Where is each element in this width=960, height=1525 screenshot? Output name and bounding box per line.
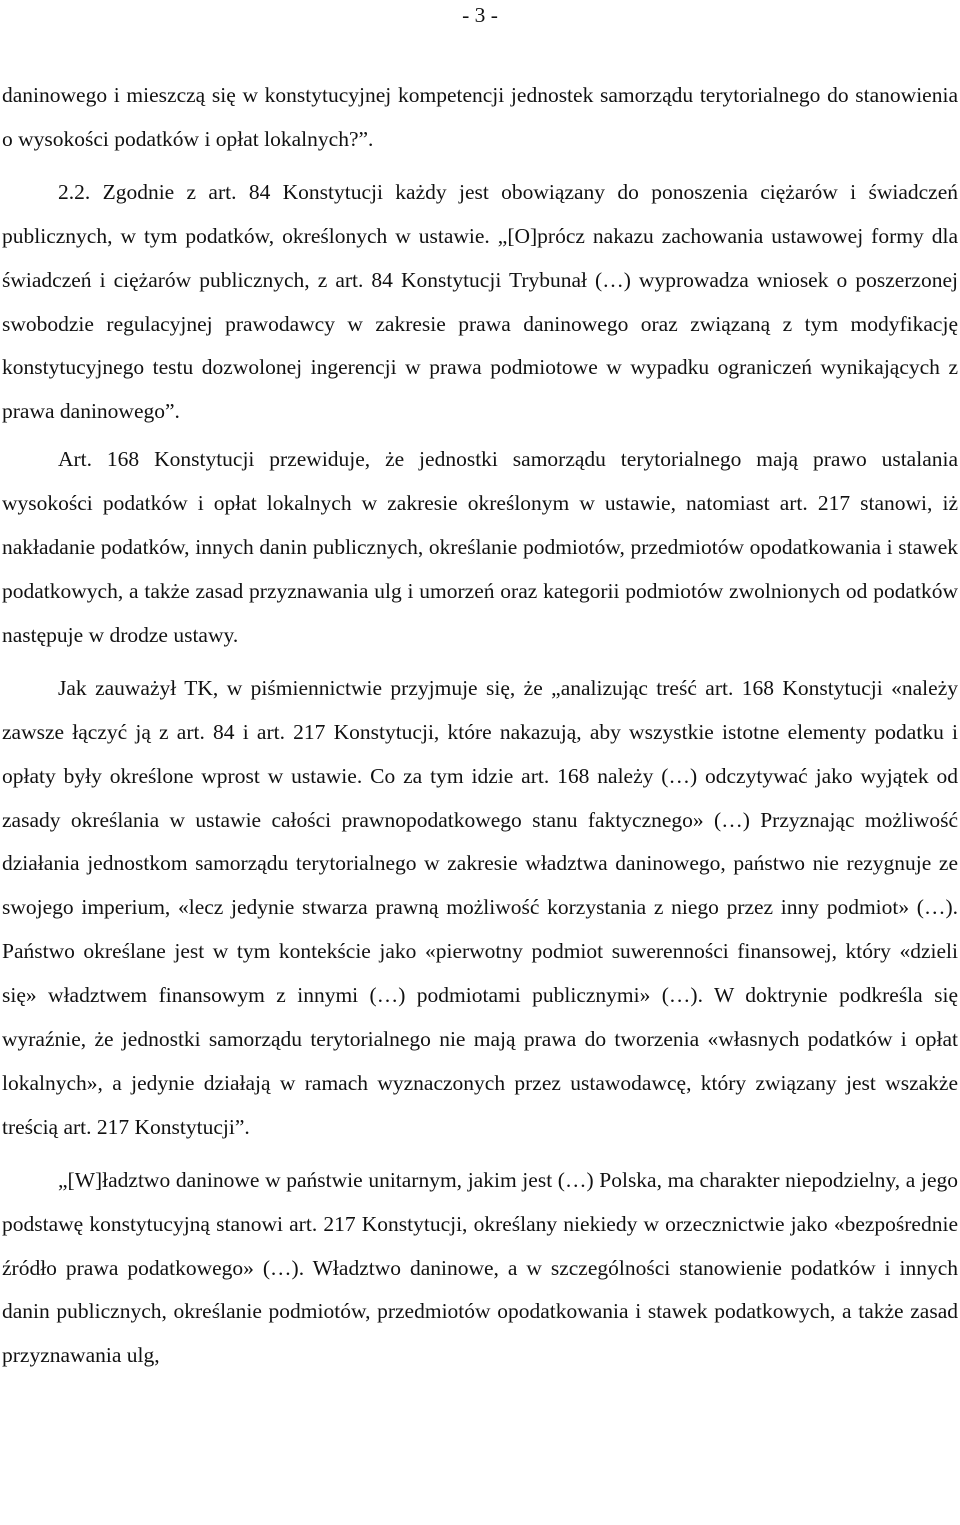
page-number: - 3 - — [462, 3, 498, 27]
paragraph-continuation: daninowego i mieszczą się w konstytucyjnej kompetencji jednostek samorządu terytorialnego do stanowienia o wysokości podatków i opłat lokalnych?”. — [2, 83, 958, 151]
paragraph-tk-doctrine: Jak zauważył TK, w piśmiennictwie przyjmuje się, że „analizując treść art. 168 Konstytucji «należy zawsze łączyć ją z art. 84 i art. 217 Konstytucji, które nakazują, aby wszystkie istotne elementy podatku i opłaty były określone wprost w ustawie. Co za tym idzie art. 168 należy (…) odczytywać jako wyjątek od zasady określania w ustawie całości prawnopodatkowego stanu faktycznego» (…) Przyznając możliwość działania jednostkom samorządu terytorialnego w zakresie władztwa daninowego, państwo nie rezygnuje ze swojego imperium, «lecz jedynie stwarza prawną możliwość korzystania z niego przez inny podmiot» (…). Państwo określane jest w tym kontekście jako «pierwotny podmiot suwerenności finansowej, który «dzieli się» władztwem finansowym z innymi (…) podmiotami publicznymi» (…). W doktrynie podkreśla się wyraźnie, że jednostki samorządu terytorialnego nie mają prawa do tworzenia «własnych podatków i opłat lokalnych», a jedynie działają w ramach wyznaczonych przez ustawodawcę, który związany jest wszakże treścią art. 217 Konstytucji”. — [2, 675, 958, 1139]
paragraph-section-2-2: 2.2. Zgodnie z art. 84 Konstytucji każdy jest obowiązany do ponoszenia ciężarów i świadczeń publicznych, w tym podatków, określonych w ustawie. „[O]prócz nakazu zachowania ustawowej formy dla świadczeń i ciężarów publicznych, z art. 84 Konstytucji Trybunał (…) wyprowadza wniosek o poszerzonej swobodzie regulacyjnej prawodawcy w zakresie prawa daninowego oraz związaną z tym modyfikację konstytucyjnego testu dozwolonej ingerencji w prawa podmiotowe w wypadku ograniczeń wynikających z prawa daninowego”. — [2, 179, 958, 424]
paragraph-art-168: Art. 168 Konstytucji przewiduje, że jednostki samorządu terytorialnego mają prawo ustalania wysokości podatków i opłat lokalnych w zakresie określonym w ustawie, natomiast art. 217 stanowi, iż nakładanie podatków, innych danin publicznych, określanie podmiotów, przedmiotów opodatkowania i stawek podatkowych, a także zasad przyznawania ulg i umorzeń oraz kategorii podmiotów zwolnionych od podatków następuje w drodze ustawy. — [2, 447, 958, 647]
paragraph-unitary-state: „[W]ładztwo daninowe w państwie unitarnym, jakim jest (…) Polska, ma charakter niepodzielny, a jego podstawę konstytucyjną stanowi art. 217 Konstytucji, określany niekiedy w orzecznictwie jako «bezpośrednie źródło prawa podatkowego» (…). Władztwo daninowe, a w szczególności stanowienie podatków i innych danin publicznych, określanie podmiotów, przedmiotów opodatkowania i stawek podatkowych, a także zasad przyznawania ulg, — [2, 1167, 958, 1368]
